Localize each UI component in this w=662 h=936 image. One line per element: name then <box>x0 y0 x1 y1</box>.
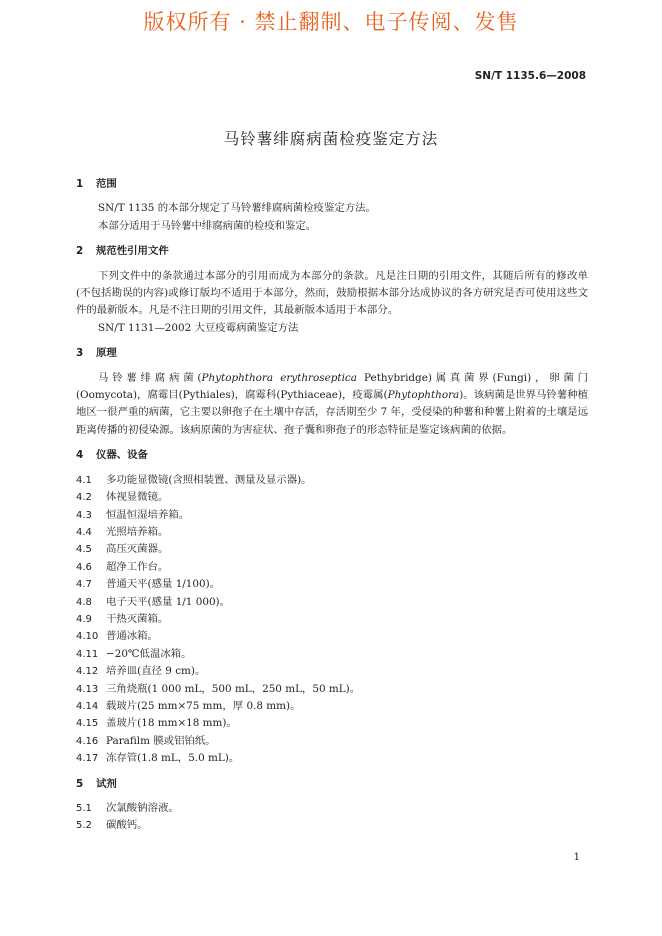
item-text: 次氯酸钠溶液。 <box>106 802 179 814</box>
item-text: 干热灭菌箱。 <box>106 612 169 625</box>
section-title: 原理 <box>96 347 117 360</box>
equipment-list <box>76 472 588 768</box>
section-title: 范围 <box>96 178 117 190</box>
item-text: 体视显微镜。 <box>106 491 169 504</box>
item-number: 4.14 <box>76 700 99 712</box>
item-number: 4.16 <box>76 735 99 747</box>
item-text: −20℃低温冰箱。 <box>106 647 192 660</box>
reagent-list <box>76 800 588 835</box>
list-item <box>76 698 588 715</box>
item-text: 光照培养箱。 <box>106 525 169 538</box>
item-number: 4.5 <box>76 544 92 556</box>
item-number: 4.11 <box>76 648 99 660</box>
text-run: Pethybridge)属真菌界(Fungi)，卵菌门(Oomycota)，腐霉目(Pythiales)，腐霉科(Pythiaceae)，疫霉属( <box>76 371 588 402</box>
item-text: 载玻片(25 mm×75 mm，厚 0.8 mm)。 <box>106 699 301 712</box>
section-number: 2 <box>76 245 84 258</box>
page-number: 1 <box>573 852 580 863</box>
normative-reference: SN/T 1131—2002 大豆疫霉病菌鉴定方法 <box>98 321 299 334</box>
list-item <box>76 489 588 506</box>
item-number: 5.2 <box>76 820 92 832</box>
section-number: 3 <box>76 347 84 360</box>
text-run: )。该病菌是世界马铃薯种植地区一很严重的病菌，它主要以卵孢子在土壤中存活，存活期至少 7 年，受侵染的种薯和种薯上附着的土壤是远距离传播的初侵染源。该病原菌的为害症状、孢子囊和卵孢子的形态特征是鉴定该病菌的依据。 <box>76 389 588 436</box>
list-item <box>76 817 588 834</box>
section-title: 仪器、设备 <box>96 449 148 462</box>
list-item <box>76 750 588 767</box>
list-item <box>76 733 588 750</box>
section-5-heading <box>76 776 588 793</box>
item-number: 4.8 <box>76 596 92 608</box>
item-text: Parafilm 膜或铝铂纸。 <box>106 734 216 747</box>
item-text: 普通冰箱。 <box>106 630 158 643</box>
item-text: 普通天平(感量 1/100)。 <box>106 578 221 591</box>
item-text: 多功能显微镜(含照相装置、测量及显示器)。 <box>106 473 312 486</box>
paragraph: 本部分适用于马铃薯中绯腐病菌的检疫和鉴定。 <box>98 219 317 232</box>
list-item <box>76 576 588 593</box>
section-number: 1 <box>76 178 84 190</box>
section-title: 试剂 <box>96 777 117 790</box>
item-number: 5.1 <box>76 803 92 814</box>
item-number: 4.9 <box>76 613 92 625</box>
item-number: 4.1 <box>76 474 92 486</box>
list-item <box>76 594 588 611</box>
item-number: 4.3 <box>76 509 92 521</box>
item-number: 4.13 <box>76 683 99 695</box>
section-4-heading <box>76 447 588 464</box>
section-title: 规范性引用文件 <box>96 245 169 258</box>
list-item <box>76 507 588 524</box>
text-run: 马铃薯绯腐病菌( <box>98 371 202 384</box>
copyright-watermark: 版权所有 · 禁止翻制、电子传阅、发售 <box>143 10 519 34</box>
item-text: 恒温恒湿培养箱。 <box>106 508 190 521</box>
scientific-name: Phytophthora erythroseptica <box>201 371 357 384</box>
item-number: 4.10 <box>76 631 99 643</box>
document-title: 马铃薯绯腐病菌检疫鉴定方法 <box>223 130 439 148</box>
section-number: 5 <box>76 777 84 790</box>
item-text: 冻存管(1.8 mL，5.0 mL)。 <box>106 752 240 765</box>
item-text: 高压灭菌器。 <box>106 543 169 556</box>
principle-paragraph <box>76 370 588 440</box>
item-number: 4.6 <box>76 561 92 573</box>
section-2-heading <box>76 243 588 260</box>
paragraph: SN/T 1135 的本部分规定了马铃薯绯腐病菌检疫鉴定方法。 <box>98 202 376 215</box>
standard-number: SN/T 1135.6—2008 <box>474 70 586 82</box>
list-item <box>76 611 588 628</box>
list-item <box>76 800 588 817</box>
section-3-heading <box>76 345 588 362</box>
list-item <box>76 628 588 645</box>
item-text: 碳酸钙。 <box>106 819 148 832</box>
item-text: 三角烧瓶(1 000 mL，500 mL，250 mL，50 mL)。 <box>106 682 361 695</box>
item-number: 4.2 <box>76 492 92 504</box>
list-item <box>76 524 588 541</box>
list-item <box>76 715 588 732</box>
list-item <box>76 681 588 698</box>
section-1-heading <box>76 176 588 193</box>
paragraph: 下列文件中的条款通过本部分的引用而成为本部分的条款。凡是注日期的引用文件，其随后所有的修改单(不包括勘误的内容)或修订版均不适用于本部分，然而，鼓励根据本部分达成协议的各方研究是否可使用这些文件的最新版本。凡是不注日期的引用文件，其最新版本适用于本部分。 <box>76 269 588 317</box>
item-number: 4.12 <box>76 666 99 678</box>
item-number: 4.17 <box>76 753 99 765</box>
item-text: 培养皿(直径 9 cm)。 <box>106 665 206 678</box>
item-number: 4.4 <box>76 526 92 538</box>
list-item <box>76 646 588 663</box>
scientific-name: Phytophthora <box>387 389 460 402</box>
document-body <box>76 176 588 835</box>
list-item <box>76 559 588 576</box>
item-number: 4.15 <box>76 718 99 730</box>
list-item <box>76 663 588 680</box>
list-item <box>76 472 588 489</box>
list-item <box>76 541 588 558</box>
item-number: 4.7 <box>76 579 92 591</box>
item-text: 电子天平(感量 1/1 000)。 <box>106 595 231 608</box>
section-number: 4 <box>76 449 84 462</box>
item-text: 超净工作台。 <box>106 560 169 573</box>
item-text: 盖玻片(18 mm×18 mm)。 <box>106 717 237 730</box>
